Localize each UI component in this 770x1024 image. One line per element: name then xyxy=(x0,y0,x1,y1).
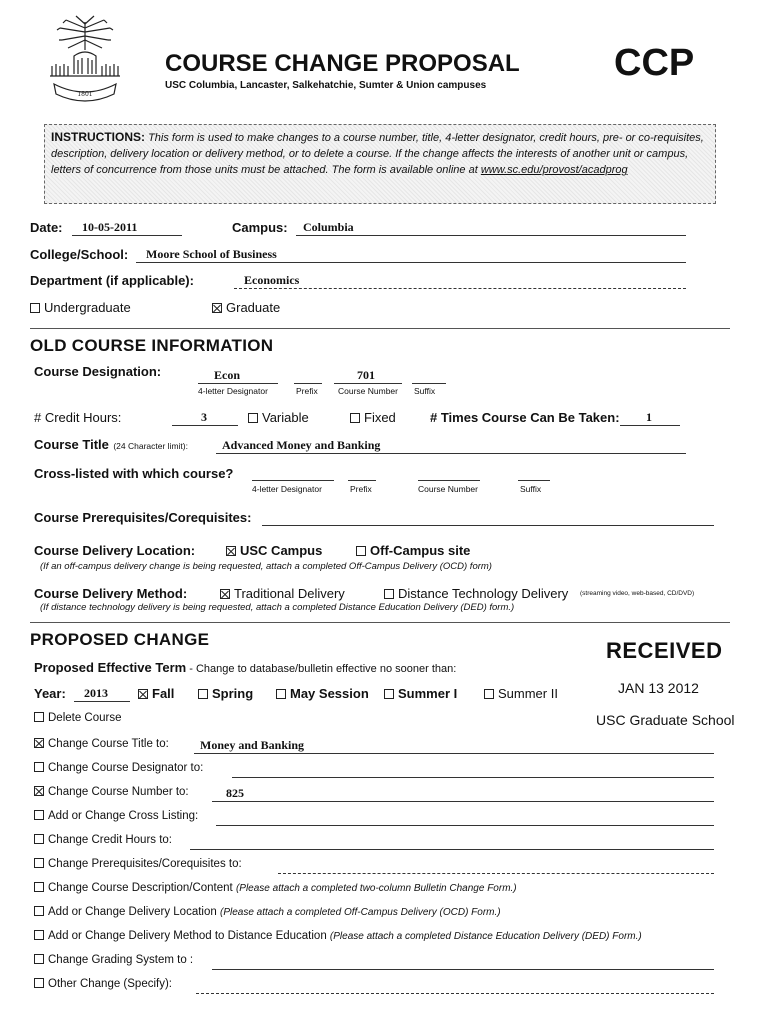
cross-suffix-line xyxy=(518,480,550,481)
grading-checkbox[interactable] xyxy=(34,954,44,964)
date-line xyxy=(72,235,182,236)
year-label: Year: xyxy=(34,686,66,701)
date-value[interactable]: 10-05-2011 xyxy=(82,220,138,234)
off-campus-label: Off-Campus site xyxy=(370,543,471,558)
new-number-value[interactable]: 825 xyxy=(226,786,244,800)
distance-note-small: (streaming video, web-based, CD/DVD) xyxy=(580,590,695,597)
change-title-line xyxy=(194,753,714,754)
old-number-value[interactable]: 701 xyxy=(357,368,375,382)
old-number-line xyxy=(334,383,402,384)
delivery-method-note: (Please attach a completed Distance Education Delivery (DED) Form.) xyxy=(329,931,642,942)
received-date: JAN 13 2012 xyxy=(618,680,699,696)
grading-option[interactable] xyxy=(34,954,193,966)
course-title-label-group xyxy=(34,436,188,454)
delete-course-option[interactable] xyxy=(34,712,122,724)
delivery-location-change-label: Add or Change Delivery Location xyxy=(48,906,217,918)
old-designator-value[interactable]: Econ xyxy=(214,368,241,382)
summer2-checkbox[interactable] xyxy=(484,689,494,699)
fixed-option[interactable] xyxy=(350,410,396,425)
fall-label: Fall xyxy=(152,686,175,701)
description-option[interactable] xyxy=(34,882,517,894)
delivery-method-checkbox[interactable] xyxy=(34,930,44,940)
graduate-label: Graduate xyxy=(226,300,281,315)
credit-line xyxy=(172,425,238,426)
instructions-text: This form is used to make changes to a course number, title, 4-letter designator, credit hours, pre- or co-requisites, description, delivery location or delivery method, or to delete a course. If the change affects the interests of another unit or campus, letters of concurrence from those units must be attached. The form is available online at xyxy=(51,132,704,176)
course-title-value[interactable]: Advanced Money and Banking xyxy=(222,438,381,452)
campus-value[interactable]: Columbia xyxy=(303,220,354,234)
usc-logo xyxy=(44,14,126,110)
designator-caption: 4-letter Designator xyxy=(198,386,268,396)
distance-label: Distance Technology Delivery xyxy=(398,586,569,601)
received-stamp: RECEIVED xyxy=(606,638,723,663)
variable-option[interactable] xyxy=(248,410,309,425)
course-title-label: Course Title xyxy=(34,437,109,452)
may-label: May Session xyxy=(290,686,369,701)
times-label: # Times Course Can Be Taken: xyxy=(430,410,620,425)
campus-line xyxy=(296,235,686,236)
divider xyxy=(30,622,730,623)
delivery-method-option[interactable] xyxy=(34,930,642,942)
prereq-change-checkbox[interactable] xyxy=(34,858,44,868)
method-note: (If distance technology delivery is being requested, attach a completed Distance Education Delivery (DED) form.) xyxy=(40,602,515,613)
date-label: Date: xyxy=(30,220,63,235)
change-number-line xyxy=(212,801,714,802)
credit-value[interactable]: 3 xyxy=(201,410,207,424)
effective-term xyxy=(34,660,456,675)
change-number-label: Change Course Number to: xyxy=(48,786,189,798)
summer1-label: Summer I xyxy=(398,686,458,701)
dept-label: Department (if applicable): xyxy=(30,273,194,288)
traditional-option[interactable] xyxy=(220,586,345,601)
old-course-heading: OLD COURSE INFORMATION xyxy=(30,336,274,355)
summer2-option[interactable] xyxy=(484,686,558,701)
spring-option[interactable] xyxy=(198,686,253,701)
spring-checkbox[interactable] xyxy=(198,689,208,699)
other-change-label: Other Change (Specify): xyxy=(48,978,173,990)
credit-hours-label: Change Credit Hours to: xyxy=(48,834,173,846)
off-campus-checkbox[interactable] xyxy=(356,546,366,556)
grading-label: Change Grading System to : xyxy=(48,954,194,966)
summer1-checkbox[interactable] xyxy=(384,689,394,699)
college-line xyxy=(136,262,686,263)
distance-option[interactable] xyxy=(384,586,568,601)
change-title-checkbox[interactable] xyxy=(34,738,44,748)
times-line xyxy=(620,425,680,426)
form-title: COURSE CHANGE PROPOSAL xyxy=(165,50,520,77)
cross-listing-label: Add or Change Cross Listing: xyxy=(48,810,199,822)
change-number-checkbox[interactable] xyxy=(34,786,44,796)
campus-label: Campus: xyxy=(232,220,288,235)
divider xyxy=(30,328,730,329)
form-subtitle: USC Columbia, Lancaster, Salkehatchie, Sumter & Union campuses xyxy=(165,80,487,91)
undergraduate-checkbox[interactable] xyxy=(30,303,40,313)
prereq-change-label: Change Prerequisites/Corequisites to: xyxy=(48,858,242,870)
fixed-label: Fixed xyxy=(364,410,396,425)
description-label: Change Course Description/Content xyxy=(48,882,233,894)
fall-checkbox[interactable] xyxy=(138,689,148,699)
fall-option[interactable] xyxy=(138,686,174,701)
delivery-location-note: (Please attach a completed Off-Campus Delivery (OCD) Form.) xyxy=(219,907,501,918)
grading-line xyxy=(212,969,714,970)
location-note: (If an off-campus delivery change is being requested, attach a completed Off-Campus Delivery (OCD) form) xyxy=(40,561,492,572)
delivery-location-checkbox[interactable] xyxy=(34,906,44,916)
delivery-method-label: Course Delivery Method: xyxy=(34,586,188,601)
change-number-option[interactable] xyxy=(34,786,189,798)
cross-designator-line xyxy=(252,480,334,481)
undergraduate-label: Undergraduate xyxy=(44,300,131,315)
college-label: College/School: xyxy=(30,247,129,262)
delivery-location-option[interactable] xyxy=(34,906,501,918)
change-designator-label: Change Course Designator to: xyxy=(48,762,204,774)
effective-term-note: - Change to database/bulletin effective no sooner than: xyxy=(186,663,457,675)
cross-designator-caption: 4-letter Designator xyxy=(252,484,322,494)
credit-label: # Credit Hours: xyxy=(34,410,122,425)
suffix-caption: Suffix xyxy=(414,386,436,396)
delivery-location-label: Course Delivery Location: xyxy=(34,543,196,558)
cross-prefix-caption: Prefix xyxy=(350,484,372,494)
svg-text:1801: 1801 xyxy=(77,91,93,98)
times-value[interactable]: 1 xyxy=(646,410,652,424)
summer1-option[interactable] xyxy=(384,686,457,701)
change-title-label: Change Course Title to: xyxy=(48,738,169,750)
old-prefix-line xyxy=(294,383,322,384)
prereq-line xyxy=(262,525,714,526)
prereq-label: Course Prerequisites/Corequisites: xyxy=(34,510,252,525)
received-office: USC Graduate School xyxy=(596,712,735,728)
year-value[interactable]: 2013 xyxy=(84,686,108,700)
instructions-url[interactable]: www.sc.edu/provost/acadprog xyxy=(480,164,628,176)
cross-number-caption: Course Number xyxy=(418,484,478,494)
other-change-line xyxy=(196,993,714,994)
usc-campus-label: USC Campus xyxy=(240,543,323,558)
change-designator-checkbox[interactable] xyxy=(34,762,44,772)
number-caption: Course Number xyxy=(338,386,398,396)
cross-listing-line xyxy=(216,825,714,826)
description-checkbox[interactable] xyxy=(34,882,44,892)
traditional-checkbox[interactable] xyxy=(220,589,230,599)
cross-listing-option[interactable] xyxy=(34,810,198,822)
graduate-checkbox[interactable] xyxy=(212,303,222,313)
course-title-limit: (24 Character limit): xyxy=(113,441,188,451)
credit-hours-option[interactable] xyxy=(34,834,172,846)
cross-prefix-line xyxy=(348,480,376,481)
may-option[interactable] xyxy=(276,686,369,701)
designation-label: Course Designation: xyxy=(34,364,162,379)
dept-value[interactable]: Economics xyxy=(244,273,300,287)
summer2-label: Summer II xyxy=(498,686,558,701)
instructions-box xyxy=(44,124,716,204)
delete-course-checkbox[interactable] xyxy=(34,712,44,722)
old-suffix-line xyxy=(412,383,446,384)
change-designator-option[interactable] xyxy=(34,762,203,774)
delivery-method-change-label: Add or Change Delivery Method to Distance Education xyxy=(48,930,327,942)
delete-course-label: Delete Course xyxy=(48,712,122,724)
description-note: (Please attach a completed two-column Bulletin Change Form.) xyxy=(235,883,517,894)
prereq-change-line xyxy=(278,873,714,874)
graduate-option[interactable] xyxy=(212,300,280,315)
may-checkbox[interactable] xyxy=(276,689,286,699)
prereq-change-option[interactable] xyxy=(34,858,242,870)
fixed-checkbox[interactable] xyxy=(350,413,360,423)
cross-listing-checkbox[interactable] xyxy=(34,810,44,820)
instructions-label: INSTRUCTIONS: xyxy=(51,130,145,144)
old-designator-line xyxy=(198,383,278,384)
variable-label: Variable xyxy=(262,410,309,425)
usc-campus-option[interactable] xyxy=(226,543,322,558)
usc-campus-checkbox[interactable] xyxy=(226,546,236,556)
spring-label: Spring xyxy=(212,686,254,701)
cross-suffix-caption: Suffix xyxy=(520,484,542,494)
distance-checkbox[interactable] xyxy=(384,589,394,599)
year-line xyxy=(74,701,130,702)
change-designator-line xyxy=(232,777,714,778)
cross-number-line xyxy=(418,480,480,481)
credit-hours-line xyxy=(190,849,714,850)
other-change-checkbox[interactable] xyxy=(34,978,44,988)
dept-line xyxy=(234,288,686,289)
course-title-line xyxy=(216,453,686,454)
change-title-option[interactable] xyxy=(34,738,169,750)
credit-hours-checkbox[interactable] xyxy=(34,834,44,844)
cross-listed-label: Cross-listed with which course? xyxy=(34,466,234,481)
form-code: CCP xyxy=(614,42,695,84)
new-title-value[interactable]: Money and Banking xyxy=(200,738,305,752)
off-campus-option[interactable] xyxy=(356,543,470,558)
college-value[interactable]: Moore School of Business xyxy=(146,247,277,261)
effective-term-label: Proposed Effective Term xyxy=(34,660,187,675)
proposed-heading: PROPOSED CHANGE xyxy=(30,630,210,649)
undergraduate-option[interactable] xyxy=(30,300,131,315)
other-change-option[interactable] xyxy=(34,978,172,990)
variable-checkbox[interactable] xyxy=(248,413,258,423)
traditional-label: Traditional Delivery xyxy=(234,586,345,601)
prefix-caption: Prefix xyxy=(296,386,318,396)
